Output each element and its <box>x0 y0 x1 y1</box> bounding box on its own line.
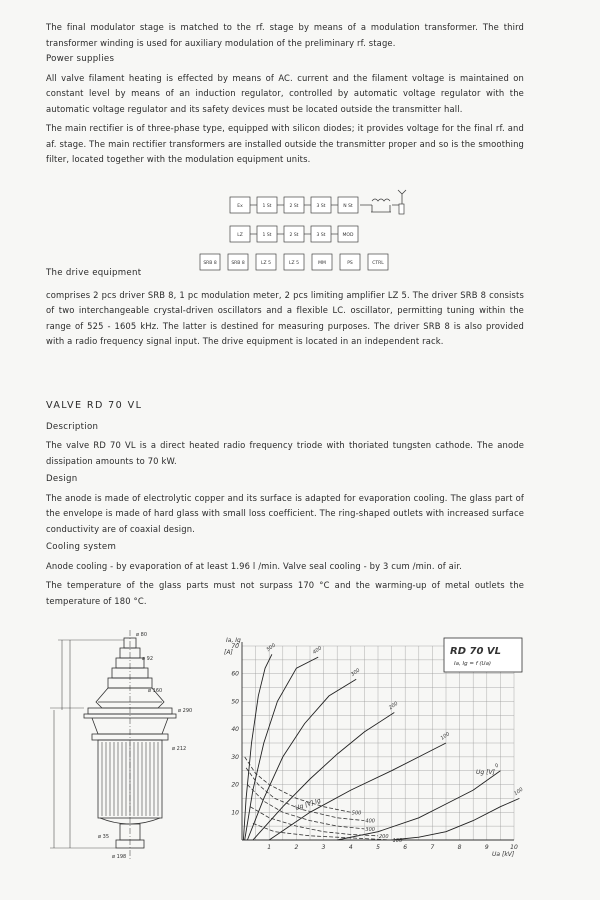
y-tick-label: 70 <box>231 643 239 650</box>
grid-series-label: 500 <box>351 810 362 817</box>
dim-label-160: ø 160 <box>148 688 163 694</box>
modulator-paragraph: The final modulator stage is matched to the rf. stage by means of a modulation transformer. The third transformer winding is used for auxiliary modulation of the preliminary rf. stage. <box>46 22 524 48</box>
dim-label-290: ø 290 <box>178 708 193 714</box>
cooling-paragraph-2: The temperature of the glass parts must not surpass 170 °C and the warming-up of metal outlets the temperature of 180 °C. <box>46 580 524 606</box>
anode-series-label: 400 <box>311 645 324 656</box>
af-chain-block-label: MOD <box>342 233 354 238</box>
x-tick-label: 3 <box>321 844 326 851</box>
valve-title: VALVE RD 70 VL <box>46 400 143 411</box>
drive-equipment-heading: The drive equipment <box>46 268 142 278</box>
drive-block-label: PS <box>347 261 353 266</box>
y-tick-label: 10 <box>231 809 239 817</box>
valve-drawing <box>40 630 220 865</box>
y-tick-label: 60 <box>231 670 239 678</box>
grid-series-label: 300 <box>365 826 375 833</box>
x-tick-label: 9 <box>484 844 489 851</box>
grid-series-label: 400 <box>365 818 375 825</box>
rf-chain-block-label: N St <box>343 204 353 209</box>
drive-block-label: LZ 5 <box>289 261 299 266</box>
text-section-drive <box>46 266 524 350</box>
drive-block-label: LZ 5 <box>261 261 271 266</box>
x-tick-label: 1 <box>267 844 272 851</box>
rf-chain-block-label: 2 St <box>289 204 299 209</box>
x-tick-label: 7 <box>430 844 435 851</box>
description-heading: Description <box>46 421 99 432</box>
rf-chain-block-label: Ex <box>237 204 243 209</box>
af-chain-block-label: LZ <box>237 233 243 238</box>
power-paragraph-2: The main rectifier is of three-phase type, equipped with silicon diodes; it provides voltage for the final rf. and af. stage. The main rectifier transformers are installed outside the transmitter proper and so is the smoothing filter, located together with the modulation equipment units. <box>46 123 524 164</box>
drive-paragraph: comprises 2 pcs driver SRB 8, 1 pc modulation meter, 2 pcs limiting amplifier LZ 5. The driver SRB 8 consists of two interchangeable crystal-driven oscillators and a flexible LC. oscillator, permitting tuning within the range of 525 - 1605 kHz. The latter is destined for measuring purposes. The driver SRB 8 is also provided with a radio frequency signal input. The drive equipment is located in an independent rack. <box>46 289 524 346</box>
design-heading: Design <box>46 474 78 484</box>
text-section-top <box>46 20 524 168</box>
valve-characteristic-chart <box>222 632 534 866</box>
anode-series-label: 300 <box>349 667 362 678</box>
valve-section <box>46 398 524 609</box>
x-tick-label: 4 <box>348 844 353 851</box>
dim-label-80: ø 80 <box>136 632 148 638</box>
grid-series-label: 100 <box>392 838 403 844</box>
dim-label-212: ø 212 <box>172 746 187 752</box>
anode-series-label: 500 <box>265 642 277 653</box>
dim-label-92: ø 92 <box>142 656 154 662</box>
dim-label-35: ø 35 <box>98 834 110 840</box>
y-tick-label: 20 <box>231 781 239 789</box>
x-tick-label: 8 <box>457 844 462 851</box>
anode-series-label: 200 <box>388 700 400 712</box>
y-tick-label: 50 <box>231 698 239 706</box>
drive-block-label: MM <box>318 261 326 266</box>
grid-series-label: 200 <box>379 833 389 840</box>
drive-block-label: SRB 8 <box>203 261 217 266</box>
af-chain-block-label: 1 St <box>262 233 272 238</box>
ug-label: Ug [V] <box>476 769 495 776</box>
description-paragraph: The valve RD 70 VL is a direct heated radio frequency triode with thoriated tungsten cathode. The anode dissipation amounts to 70 kW. <box>46 440 524 466</box>
dim-label-198: ø 198 <box>112 854 127 860</box>
anode-current-line <box>247 679 356 840</box>
rf-chain-block-label: 3 St <box>316 204 326 209</box>
anode-current-line <box>269 743 446 840</box>
x-tick-label: 10 <box>510 844 518 851</box>
power-supplies-heading: Power supplies <box>46 54 115 64</box>
cooling-paragraph-1: Anode cooling - by evaporation of at least 1.96 l /min. Valve seal cooling - by 3 cum /min. of air. <box>46 560 463 571</box>
x-tick-label: 6 <box>403 844 408 851</box>
chart-title: RD 70 VL <box>450 646 501 657</box>
af-chain-block-label: 2 St <box>289 233 299 238</box>
drive-block-label: SRB 8 <box>231 261 245 266</box>
power-paragraph-1: All valve filament heating is effected by means of AC. current and the filament voltage is maintained on constant level by means of an induction regulator, controlled by automatic voltage regulator with the automatic voltage regulator and its safety devices must be located outside the transmitter hall. <box>46 72 524 114</box>
grid-current-line <box>246 768 364 821</box>
drive-block-label: CTRL <box>372 261 384 266</box>
y-axis-label: Ia, Ig <box>226 637 241 644</box>
x-tick-label: 2 <box>294 844 299 851</box>
x-tick-label: 5 <box>376 844 380 851</box>
af-chain-block-label: 3 St <box>316 233 326 238</box>
rf-chain-block-label: 1 St <box>262 204 272 209</box>
y-tick-label: 30 <box>231 753 239 761</box>
chart-subtitle: Ia, Ig = f (Ua) <box>454 661 492 667</box>
cooling-heading: Cooling system <box>46 542 117 552</box>
anode-series-label: 0 <box>494 762 501 770</box>
anode-series-label: 100 <box>513 786 525 798</box>
y-tick-label: 40 <box>231 726 239 734</box>
ig-label: Ug [V] Ig <box>294 797 322 812</box>
anode-series-label: 100 <box>439 731 451 742</box>
design-paragraph: The anode is made of electrolytic copper and its surface is adapted for evaporation cooling. The glass part of the envelope is made of hard glass with small loss coefficient. The ring-shaped outlets with increased surface conductivity are of coaxial design. <box>46 492 524 534</box>
y-axis-unit: [A] <box>224 649 233 656</box>
x-axis-label: Ua [kV] <box>492 851 515 858</box>
